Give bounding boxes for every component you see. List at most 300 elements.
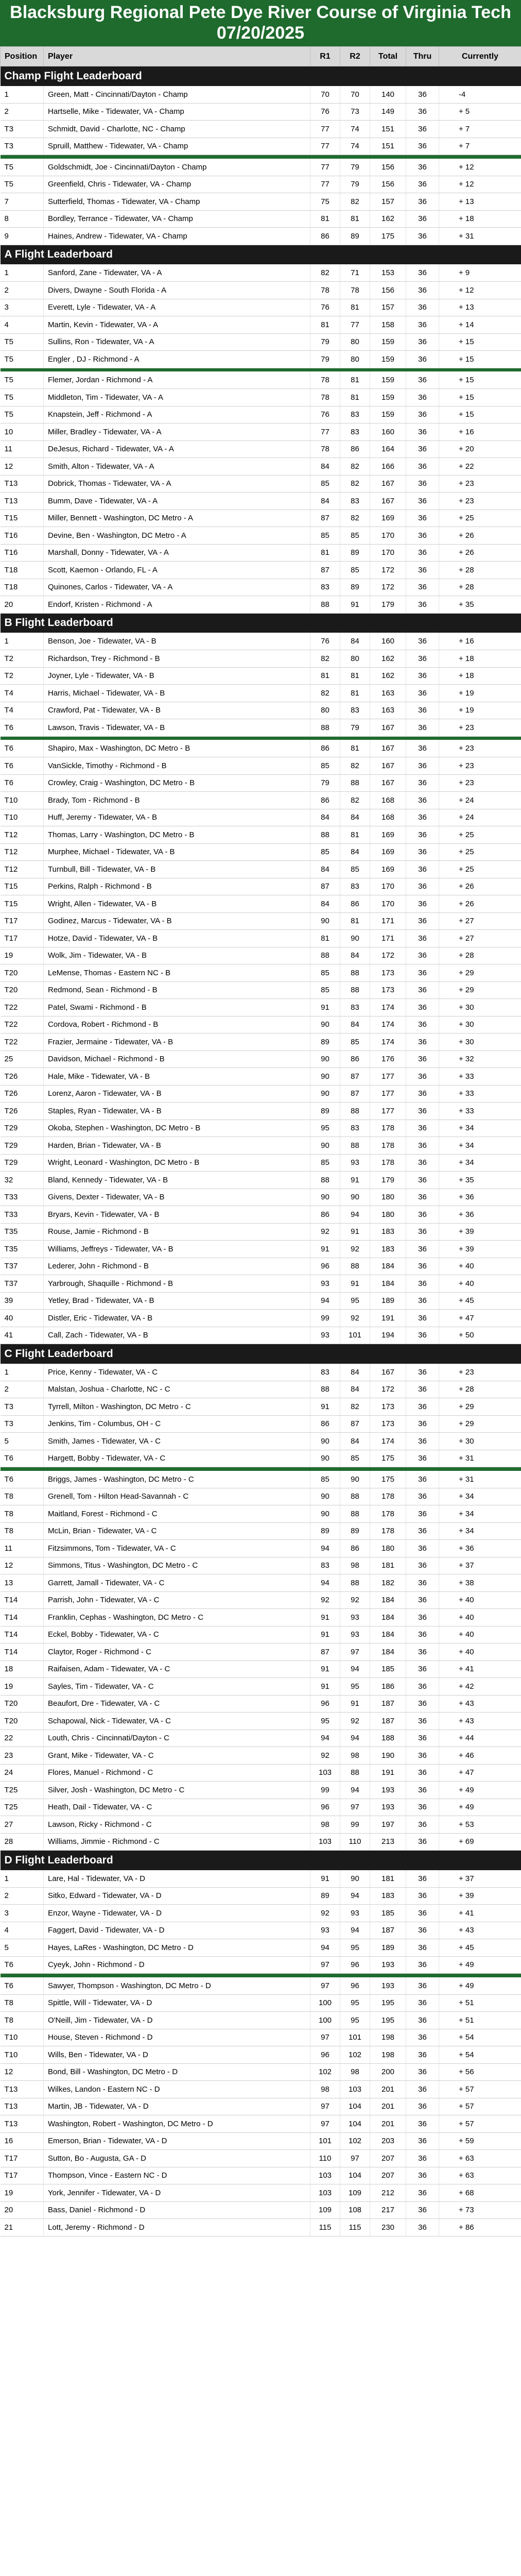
cell-currently: + 23 <box>439 757 521 775</box>
cell-r2: 88 <box>340 1137 370 1155</box>
cell-total: 191 <box>370 1310 406 1327</box>
cell-position: 41 <box>1 1327 44 1344</box>
cell-total: 181 <box>370 1870 406 1888</box>
cell-r1: 103 <box>310 2167 340 2184</box>
table-row <box>1 1050 521 1068</box>
table-row <box>1 1275 521 1293</box>
cell-position: T8 <box>1 2012 44 2029</box>
cell-thru: 36 <box>406 176 439 193</box>
cell-player: Williams, Jeffreys - Tidewater, VA - B <box>44 1241 310 1258</box>
cell-thru: 36 <box>406 299 439 316</box>
cell-player: Silver, Josh - Washington, DC Metro - C <box>44 1782 310 1799</box>
cell-r2: 91 <box>340 1275 370 1293</box>
cell-player: Bordley, Terrance - Tidewater, VA - Champ <box>44 210 310 228</box>
cell-r1: 97 <box>310 1977 340 1995</box>
cell-currently: + 56 <box>439 2063 521 2081</box>
cell-total: 178 <box>370 1120 406 1137</box>
cell-r1: 85 <box>310 981 340 999</box>
cell-total: 187 <box>370 1922 406 1939</box>
cell-r2: 110 <box>340 1833 370 1851</box>
cell-currently: + 23 <box>439 719 521 737</box>
group-divider <box>1 1974 521 1977</box>
cell-player: Rouse, Jamie - Richmond - B <box>44 1223 310 1241</box>
table-row <box>1 1660 521 1678</box>
cell-currently: + 40 <box>439 1626 521 1643</box>
cell-total: 203 <box>370 2132 406 2150</box>
cell-thru: 36 <box>406 1103 439 1120</box>
cell-currently: + 16 <box>439 423 521 441</box>
cell-currently: + 42 <box>439 1678 521 1696</box>
cell-thru: 36 <box>406 964 439 982</box>
table-row <box>1 2046 521 2064</box>
cell-r2: 82 <box>340 757 370 775</box>
table-row <box>1 1415 521 1433</box>
cell-total: 171 <box>370 912 406 930</box>
column-header-row <box>1 47 521 66</box>
cell-r2: 84 <box>340 633 370 650</box>
cell-total: 187 <box>370 1713 406 1730</box>
leaderboard-banner <box>0 0 521 46</box>
table-row <box>1 1016 521 1033</box>
cell-currently: + 40 <box>439 1275 521 1293</box>
cell-player: Crawford, Pat - Tidewater, VA - B <box>44 702 310 719</box>
cell-r1: 90 <box>310 1068 340 1086</box>
cell-player: Knapstein, Jeff - Richmond - A <box>44 406 310 423</box>
cell-r2: 88 <box>340 964 370 982</box>
cell-total: 173 <box>370 1415 406 1433</box>
table-row <box>1 702 521 719</box>
cell-thru: 36 <box>406 1643 439 1661</box>
table-row <box>1 1747 521 1765</box>
cell-thru: 36 <box>406 1137 439 1155</box>
cell-r1: 77 <box>310 423 340 441</box>
cell-position: T3 <box>1 1398 44 1416</box>
section-title: A Flight Leaderboard <box>1 245 521 264</box>
cell-thru: 36 <box>406 757 439 775</box>
cell-r1: 88 <box>310 1172 340 1189</box>
cell-thru: 36 <box>406 719 439 737</box>
cell-total: 198 <box>370 2046 406 2064</box>
cell-thru: 36 <box>406 878 439 895</box>
cell-player: Wright, Leonard - Washington, DC Metro - B <box>44 1154 310 1172</box>
cell-total: 178 <box>370 1137 406 1155</box>
cell-total: 162 <box>370 650 406 668</box>
cell-r2: 90 <box>340 1471 370 1488</box>
cell-r1: 81 <box>310 316 340 334</box>
table-row <box>1 1557 521 1574</box>
table-row <box>1 2081 521 2098</box>
table-row <box>1 1574 521 1592</box>
cell-player: Crowley, Craig - Washington, DC Metro - B <box>44 774 310 792</box>
table-row <box>1 562 521 579</box>
cell-player: Sullins, Ron - Tidewater, VA - A <box>44 333 310 351</box>
table-row <box>1 1833 521 1851</box>
cell-thru: 36 <box>406 2219 439 2236</box>
cell-total: 191 <box>370 1764 406 1782</box>
cell-thru: 36 <box>406 562 439 579</box>
cell-r2: 88 <box>340 981 370 999</box>
cell-r1: 86 <box>310 1415 340 1433</box>
cell-total: 180 <box>370 1540 406 1557</box>
table-row <box>1 1922 521 1939</box>
cell-r2: 80 <box>340 351 370 368</box>
cell-total: 201 <box>370 2081 406 2098</box>
cell-thru: 36 <box>406 1364 439 1381</box>
cell-player: Lawson, Ricky - Richmond - C <box>44 1816 310 1834</box>
cell-position: T17 <box>1 2167 44 2184</box>
cell-r2: 93 <box>340 1626 370 1643</box>
cell-r1: 85 <box>310 527 340 545</box>
cell-r1: 94 <box>310 1292 340 1310</box>
cell-thru: 36 <box>406 351 439 368</box>
cell-currently: + 29 <box>439 981 521 999</box>
cell-position: T14 <box>1 1591 44 1609</box>
cell-currently: + 34 <box>439 1137 521 1155</box>
cell-r1: 77 <box>310 138 340 155</box>
cell-total: 201 <box>370 2098 406 2115</box>
cell-total: 181 <box>370 1557 406 1574</box>
cell-position: T3 <box>1 121 44 138</box>
cell-player: Cyeyk, John - Richmond - D <box>44 1956 310 1974</box>
cell-position: 11 <box>1 440 44 458</box>
cell-thru: 36 <box>406 2029 439 2046</box>
cell-r2: 95 <box>340 1994 370 2012</box>
cell-position: T20 <box>1 981 44 999</box>
table-row <box>1 1172 521 1189</box>
cell-currently: + 37 <box>439 1557 521 1574</box>
cell-position: T15 <box>1 878 44 895</box>
cell-thru: 36 <box>406 981 439 999</box>
table-row <box>1 193 521 211</box>
cell-total: 172 <box>370 947 406 964</box>
cell-thru: 36 <box>406 1050 439 1068</box>
cell-currently: + 23 <box>439 774 521 792</box>
cell-currently: + 43 <box>439 1713 521 1730</box>
cell-currently: + 26 <box>439 527 521 545</box>
cell-r2: 98 <box>340 1557 370 1574</box>
cell-r2: 88 <box>340 1103 370 1120</box>
cell-total: 179 <box>370 1172 406 1189</box>
cell-position: T10 <box>1 809 44 826</box>
cell-position: T6 <box>1 1450 44 1467</box>
cell-position: 7 <box>1 193 44 211</box>
cell-thru: 36 <box>406 1206 439 1224</box>
cell-position: T35 <box>1 1241 44 1258</box>
cell-currently: + 12 <box>439 159 521 176</box>
cell-r2: 92 <box>340 1310 370 1327</box>
cell-currently: + 23 <box>439 1364 521 1381</box>
cell-r2: 97 <box>340 2150 370 2167</box>
table-row <box>1 316 521 334</box>
cell-position: T13 <box>1 2098 44 2115</box>
cell-thru: 36 <box>406 947 439 964</box>
cell-player: Heath, Dail - Tidewater, VA - C <box>44 1799 310 1816</box>
cell-currently: + 31 <box>439 228 521 245</box>
cell-r1: 81 <box>310 544 340 562</box>
cell-position: T5 <box>1 389 44 406</box>
cell-player: Martin, Kevin - Tidewater, VA - A <box>44 316 310 334</box>
cell-player: Fitzsimmons, Tom - Tidewater, VA - C <box>44 1540 310 1557</box>
cell-r2: 89 <box>340 579 370 596</box>
column-header-thru: Thru <box>406 47 439 66</box>
cell-r2: 84 <box>340 809 370 826</box>
cell-thru: 36 <box>406 493 439 510</box>
cell-r2: 104 <box>340 2167 370 2184</box>
cell-r2: 71 <box>340 264 370 282</box>
table-row <box>1 299 521 316</box>
cell-r1: 90 <box>310 1016 340 1033</box>
cell-r1: 87 <box>310 510 340 527</box>
cell-position: 1 <box>1 1364 44 1381</box>
cell-r1: 84 <box>310 809 340 826</box>
tournament-date: 07/20/2025 <box>216 23 305 43</box>
cell-position: 9 <box>1 228 44 245</box>
table-row <box>1 685 521 702</box>
cell-currently: + 15 <box>439 371 521 389</box>
cell-position: 27 <box>1 1816 44 1834</box>
cell-thru: 36 <box>406 440 439 458</box>
cell-position: T29 <box>1 1120 44 1137</box>
section-title: D Flight Leaderboard <box>1 1851 521 1870</box>
cell-position: 16 <box>1 2132 44 2150</box>
cell-r2: 95 <box>340 1678 370 1696</box>
cell-r1: 82 <box>310 264 340 282</box>
cell-position: 1 <box>1 633 44 650</box>
cell-r1: 89 <box>310 1887 340 1905</box>
cell-r1: 83 <box>310 1557 340 1574</box>
cell-thru: 36 <box>406 2201 439 2219</box>
cell-total: 159 <box>370 333 406 351</box>
cell-position: 20 <box>1 2201 44 2219</box>
cell-currently: + 43 <box>439 1922 521 1939</box>
cell-r1: 78 <box>310 282 340 299</box>
cell-r1: 94 <box>310 1574 340 1592</box>
cell-position: 19 <box>1 1678 44 1696</box>
cell-position: T26 <box>1 1068 44 1086</box>
cell-r2: 83 <box>340 493 370 510</box>
cell-r2: 115 <box>340 2219 370 2236</box>
cell-thru: 36 <box>406 1085 439 1103</box>
cell-player: Davidson, Michael - Richmond - B <box>44 1050 310 1068</box>
cell-r1: 83 <box>310 1364 340 1381</box>
table-row <box>1 423 521 441</box>
table-row <box>1 1154 521 1172</box>
cell-total: 177 <box>370 1103 406 1120</box>
cell-currently: + 54 <box>439 2029 521 2046</box>
cell-position: T18 <box>1 562 44 579</box>
table-row <box>1 1905 521 1922</box>
cell-position: T25 <box>1 1799 44 1816</box>
cell-position: T20 <box>1 1713 44 1730</box>
table-row <box>1 1103 521 1120</box>
cell-r1: 88 <box>310 596 340 614</box>
table-row <box>1 493 521 510</box>
cell-position: 2 <box>1 1887 44 1905</box>
cell-currently: + 12 <box>439 176 521 193</box>
table-row <box>1 1870 521 1888</box>
cell-currently: + 27 <box>439 930 521 947</box>
cell-total: 183 <box>370 1887 406 1905</box>
cell-r1: 81 <box>310 210 340 228</box>
cell-total: 164 <box>370 440 406 458</box>
cell-thru: 36 <box>406 1381 439 1398</box>
cell-position: T13 <box>1 2115 44 2133</box>
section-header <box>1 245 521 264</box>
cell-position: T35 <box>1 1223 44 1241</box>
table-row <box>1 1782 521 1799</box>
cell-currently: + 47 <box>439 1764 521 1782</box>
cell-r2: 81 <box>340 667 370 685</box>
cell-r2: 81 <box>340 685 370 702</box>
cell-total: 200 <box>370 2063 406 2081</box>
cell-position: 25 <box>1 1050 44 1068</box>
table-row <box>1 458 521 476</box>
cell-total: 186 <box>370 1678 406 1696</box>
cell-r1: 79 <box>310 774 340 792</box>
cell-player: Grenell, Tom - Hilton Head-Savannah - C <box>44 1488 310 1505</box>
cell-currently: + 39 <box>439 1887 521 1905</box>
cell-player: Flores, Manuel - Richmond - C <box>44 1764 310 1782</box>
cell-r2: 89 <box>340 228 370 245</box>
cell-currently: + 35 <box>439 596 521 614</box>
table-row <box>1 1695 521 1713</box>
cell-r2: 89 <box>340 1522 370 1540</box>
cell-player: Enzor, Wayne - Tidewater, VA - D <box>44 1905 310 1922</box>
cell-position: 1 <box>1 264 44 282</box>
cell-r1: 88 <box>310 719 340 737</box>
cell-r1: 92 <box>310 1905 340 1922</box>
cell-currently: + 29 <box>439 1415 521 1433</box>
cell-thru: 36 <box>406 826 439 844</box>
cell-total: 183 <box>370 1223 406 1241</box>
table-row <box>1 2132 521 2150</box>
cell-r2: 91 <box>340 1223 370 1241</box>
cell-player: Thompson, Vince - Eastern NC - D <box>44 2167 310 2184</box>
cell-currently: + 30 <box>439 1016 521 1033</box>
cell-currently: + 40 <box>439 1591 521 1609</box>
cell-r2: 84 <box>340 843 370 861</box>
cell-r2: 81 <box>340 740 370 757</box>
cell-player: VanSickle, Timothy - Richmond - B <box>44 757 310 775</box>
cell-currently: + 57 <box>439 2098 521 2115</box>
cell-player: Harris, Michael - Tidewater, VA - B <box>44 685 310 702</box>
cell-player: Haines, Andrew - Tidewater, VA - Champ <box>44 228 310 245</box>
cell-thru: 36 <box>406 333 439 351</box>
cell-r2: 92 <box>340 1591 370 1609</box>
cell-total: 178 <box>370 1505 406 1523</box>
cell-thru: 36 <box>406 86 439 104</box>
table-row <box>1 510 521 527</box>
cell-r2: 89 <box>340 544 370 562</box>
cell-r2: 102 <box>340 2132 370 2150</box>
cell-r1: 79 <box>310 351 340 368</box>
cell-r2: 86 <box>340 440 370 458</box>
table-row <box>1 1085 521 1103</box>
cell-r1: 87 <box>310 1643 340 1661</box>
group-divider-bar <box>1 155 521 159</box>
cell-position: T12 <box>1 861 44 878</box>
cell-currently: + 63 <box>439 2150 521 2167</box>
cell-r2: 99 <box>340 1816 370 1834</box>
cell-currently: + 68 <box>439 2184 521 2202</box>
cell-r1: 96 <box>310 1258 340 1275</box>
cell-currently: + 30 <box>439 1433 521 1450</box>
cell-thru: 36 <box>406 1016 439 1033</box>
cell-currently: + 19 <box>439 685 521 702</box>
table-row <box>1 1433 521 1450</box>
cell-r1: 82 <box>310 650 340 668</box>
cell-total: 172 <box>370 579 406 596</box>
cell-player: Joyner, Lyle - Tidewater, VA - B <box>44 667 310 685</box>
cell-total: 184 <box>370 1258 406 1275</box>
cell-thru: 36 <box>406 159 439 176</box>
cell-currently: + 14 <box>439 316 521 334</box>
cell-position: T8 <box>1 1994 44 2012</box>
cell-thru: 36 <box>406 2132 439 2150</box>
cell-player: Maitland, Forest - Richmond - C <box>44 1505 310 1523</box>
cell-r1: 90 <box>310 1450 340 1467</box>
cell-thru: 36 <box>406 228 439 245</box>
cell-currently: + 34 <box>439 1522 521 1540</box>
cell-player: Devine, Ben - Washington, DC Metro - A <box>44 527 310 545</box>
cell-player: Bland, Kennedy - Tidewater, VA - B <box>44 1172 310 1189</box>
cell-r1: 77 <box>310 121 340 138</box>
cell-total: 149 <box>370 103 406 121</box>
cell-position: 20 <box>1 596 44 614</box>
cell-r2: 84 <box>340 947 370 964</box>
cell-total: 163 <box>370 685 406 702</box>
cell-position: 40 <box>1 1310 44 1327</box>
cell-player: Washington, Robert - Washington, DC Metro - D <box>44 2115 310 2133</box>
cell-position: T6 <box>1 757 44 775</box>
cell-position: 3 <box>1 1905 44 1922</box>
cell-r2: 93 <box>340 1154 370 1172</box>
cell-r2: 103 <box>340 2081 370 2098</box>
cell-player: Harden, Brian - Tidewater, VA - B <box>44 1137 310 1155</box>
cell-total: 189 <box>370 1292 406 1310</box>
cell-thru: 36 <box>406 930 439 947</box>
cell-total: 159 <box>370 371 406 389</box>
cell-r1: 91 <box>310 1398 340 1416</box>
cell-r1: 98 <box>310 1816 340 1834</box>
cell-currently: + 25 <box>439 843 521 861</box>
cell-total: 178 <box>370 1522 406 1540</box>
cell-currently: + 46 <box>439 1747 521 1765</box>
cell-player: Lawson, Travis - Tidewater, VA - B <box>44 719 310 737</box>
cell-currently: + 28 <box>439 562 521 579</box>
cell-r2: 82 <box>340 792 370 809</box>
cell-r2: 93 <box>340 1905 370 1922</box>
cell-r1: 90 <box>310 1050 340 1068</box>
table-row <box>1 475 521 493</box>
cell-r1: 80 <box>310 702 340 719</box>
cell-player: Smith, James - Tidewater, VA - C <box>44 1433 310 1450</box>
cell-total: 195 <box>370 2012 406 2029</box>
table-row <box>1 1626 521 1643</box>
cell-r1: 90 <box>310 1505 340 1523</box>
cell-r1: 91 <box>310 1678 340 1696</box>
cell-total: 173 <box>370 964 406 982</box>
cell-thru: 36 <box>406 1799 439 1816</box>
cell-currently: + 28 <box>439 947 521 964</box>
cell-currently: + 31 <box>439 1471 521 1488</box>
cell-total: 156 <box>370 282 406 299</box>
cell-thru: 36 <box>406 774 439 792</box>
cell-r2: 83 <box>340 702 370 719</box>
cell-currently: + 18 <box>439 210 521 228</box>
cell-r2: 83 <box>340 423 370 441</box>
cell-r1: 100 <box>310 2012 340 2029</box>
